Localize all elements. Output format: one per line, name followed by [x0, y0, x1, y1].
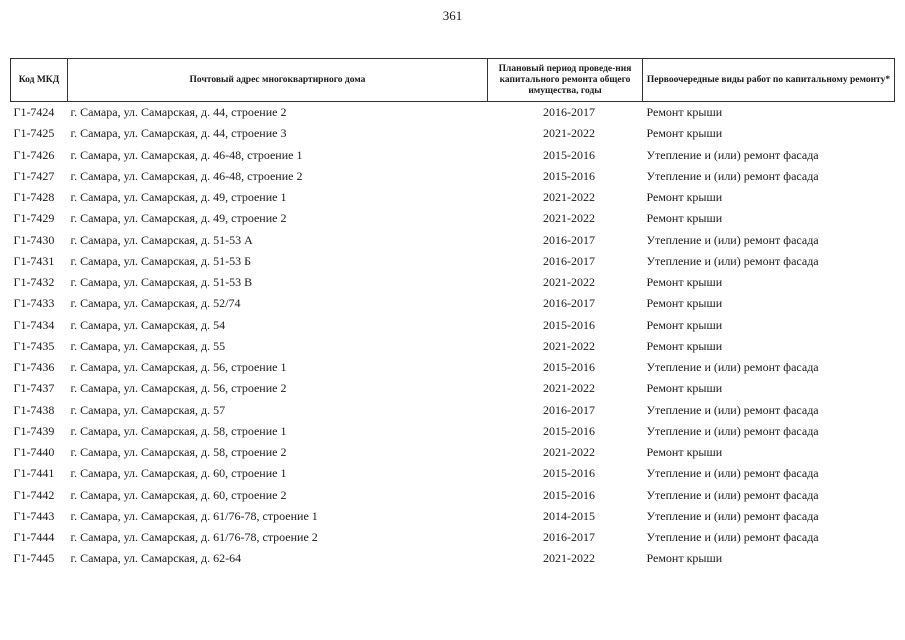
table-row — [11, 400, 895, 421]
header-works: Первоочередные виды работ по капитальному ремонту* — [643, 59, 895, 102]
registry-table — [10, 58, 895, 570]
period-cell: 2015-2016 — [543, 423, 595, 438]
header-address: Почтовый адрес многоквартирного дома — [68, 59, 488, 102]
table-row — [11, 357, 895, 378]
header-period: Плановый период проведе-ния капитального ремонта общего имущества, годы — [488, 59, 643, 102]
mkd-code-cell: Г1-7443 — [13, 508, 55, 523]
table-body — [11, 102, 895, 570]
mkd-code-cell: Г1-7433 — [13, 296, 55, 311]
address-cell: г. Самара, ул. Самарская, д. 60, строение 2 — [70, 487, 287, 502]
address-cell: г. Самара, ул. Самарская, д. 60, строение 1 — [70, 466, 287, 481]
mkd-code-cell: Г1-7434 — [13, 317, 55, 332]
address-cell: г. Самара, ул. Самарская, д. 51-53 В — [70, 275, 253, 290]
period-cell: 2015-2016 — [543, 147, 595, 162]
mkd-code-cell: Г1-7430 — [13, 232, 55, 247]
table-row — [11, 421, 895, 442]
period-cell: 2015-2016 — [543, 466, 595, 481]
works-cell: Утепление и (или) ремонт фасада — [646, 423, 819, 438]
table-row — [11, 187, 895, 208]
mkd-code-cell: Г1-7435 — [13, 338, 55, 353]
table-row — [11, 251, 895, 272]
mkd-code-cell: Г1-7431 — [13, 253, 55, 268]
works-cell: Утепление и (или) ремонт фасада — [646, 360, 819, 375]
works-cell: Ремонт крыши — [646, 445, 723, 460]
works-cell: Утепление и (или) ремонт фасада — [646, 487, 819, 502]
period-cell: 2016-2017 — [543, 530, 595, 545]
works-cell: Ремонт крыши — [646, 126, 723, 141]
mkd-code-cell: Г1-7441 — [13, 466, 55, 481]
period-cell: 2021-2022 — [543, 275, 595, 290]
address-cell: г. Самара, ул. Самарская, д. 61/76-78, строение 1 — [70, 508, 318, 523]
address-cell: г. Самара, ул. Самарская, д. 62-64 — [70, 551, 242, 566]
works-cell: Ремонт крыши — [646, 211, 723, 226]
works-cell: Утепление и (или) ремонт фасада — [646, 466, 819, 481]
mkd-code-cell: Г1-7444 — [13, 530, 55, 545]
works-cell: Ремонт крыши — [646, 296, 723, 311]
period-cell: 2016-2017 — [543, 105, 595, 120]
works-cell: Утепление и (или) ремонт фасада — [646, 168, 819, 183]
address-cell: г. Самара, ул. Самарская, д. 49, строение 1 — [70, 190, 287, 205]
period-cell: 2021-2022 — [543, 211, 595, 226]
table-row — [11, 145, 895, 166]
page-number: 361 — [442, 8, 463, 23]
works-cell: Ремонт крыши — [646, 338, 723, 353]
address-cell: г. Самара, ул. Самарская, д. 49, строение 2 — [70, 211, 287, 226]
period-cell: 2016-2017 — [543, 402, 595, 417]
period-cell: 2021-2022 — [543, 445, 595, 460]
address-cell: г. Самара, ул. Самарская, д. 54 — [70, 317, 226, 332]
address-cell: г. Самара, ул. Самарская, д. 58, строение 1 — [70, 423, 287, 438]
period-cell: 2016-2017 — [543, 232, 595, 247]
mkd-code-cell: Г1-7426 — [13, 147, 55, 162]
address-cell: г. Самара, ул. Самарская, д. 58, строение 2 — [70, 445, 287, 460]
period-cell: 2016-2017 — [543, 253, 595, 268]
table-row — [11, 442, 895, 463]
address-cell: г. Самара, ул. Самарская, д. 44, строение 3 — [70, 126, 287, 141]
table-row — [11, 123, 895, 144]
address-cell: г. Самара, ул. Самарская, д. 46-48, строение 2 — [70, 168, 303, 183]
table-row — [11, 485, 895, 506]
period-cell: 2015-2016 — [543, 360, 595, 375]
address-cell: г. Самара, ул. Самарская, д. 56, строение 2 — [70, 381, 287, 396]
works-cell: Утепление и (или) ремонт фасада — [646, 232, 819, 247]
works-cell: Утепление и (или) ремонт фасада — [646, 530, 819, 545]
works-cell: Ремонт крыши — [646, 381, 723, 396]
address-cell: г. Самара, ул. Самарская, д. 61/76-78, строение 2 — [70, 530, 318, 545]
address-cell: г. Самара, ул. Самарская, д. 51-53 Б — [70, 253, 252, 268]
table-row — [11, 230, 895, 251]
table-row — [11, 463, 895, 484]
table-row — [11, 272, 895, 293]
mkd-code-cell: Г1-7439 — [13, 423, 55, 438]
period-cell: 2016-2017 — [543, 296, 595, 311]
period-cell: 2021-2022 — [543, 190, 595, 205]
address-cell: г. Самара, ул. Самарская, д. 57 — [70, 402, 226, 417]
period-cell: 2021-2022 — [543, 551, 595, 566]
address-cell: г. Самара, ул. Самарская, д. 51-53 А — [70, 232, 253, 247]
mkd-code-cell: Г1-7425 — [13, 126, 55, 141]
table-row — [11, 166, 895, 187]
period-cell: 2015-2016 — [543, 317, 595, 332]
table-row — [11, 315, 895, 336]
period-cell: 2021-2022 — [543, 338, 595, 353]
mkd-code-cell: Г1-7427 — [13, 168, 55, 183]
mkd-code-cell: Г1-7432 — [13, 275, 55, 290]
table-row — [11, 548, 895, 569]
works-cell: Ремонт крыши — [646, 275, 723, 290]
address-cell: г. Самара, ул. Самарская, д. 46-48, строение 1 — [70, 147, 303, 162]
works-cell: Ремонт крыши — [646, 551, 723, 566]
table-row — [11, 293, 895, 314]
table-row — [11, 336, 895, 357]
mkd-code-cell: Г1-7445 — [13, 551, 55, 566]
mkd-code-cell: Г1-7428 — [13, 190, 55, 205]
address-cell: г. Самара, ул. Самарская, д. 52/74 — [70, 296, 241, 311]
table-row — [11, 102, 895, 124]
mkd-code-cell: Г1-7429 — [13, 211, 55, 226]
works-cell: Утепление и (или) ремонт фасада — [646, 147, 819, 162]
period-cell: 2015-2016 — [543, 168, 595, 183]
works-cell: Ремонт крыши — [646, 317, 723, 332]
address-cell: г. Самара, ул. Самарская, д. 55 — [70, 338, 226, 353]
works-cell: Утепление и (или) ремонт фасада — [646, 508, 819, 523]
mkd-code-cell: Г1-7440 — [13, 445, 55, 460]
period-cell: 2021-2022 — [543, 381, 595, 396]
mkd-code-cell: Г1-7442 — [13, 487, 55, 502]
table-row — [11, 208, 895, 229]
header-row — [11, 59, 895, 102]
table-row — [11, 378, 895, 399]
mkd-code-cell: Г1-7436 — [13, 360, 55, 375]
works-cell: Утепление и (или) ремонт фасада — [646, 402, 819, 417]
address-cell: г. Самара, ул. Самарская, д. 56, строение 1 — [70, 360, 287, 375]
period-cell: 2021-2022 — [543, 126, 595, 141]
works-cell: Ремонт крыши — [646, 105, 723, 120]
period-cell: 2014-2015 — [543, 508, 595, 523]
works-cell: Утепление и (или) ремонт фасада — [646, 253, 819, 268]
table-header — [11, 59, 895, 102]
works-cell: Ремонт крыши — [646, 190, 723, 205]
mkd-code-cell: Г1-7437 — [13, 381, 55, 396]
mkd-code-cell: Г1-7438 — [13, 402, 55, 417]
table-row — [11, 506, 895, 527]
address-cell: г. Самара, ул. Самарская, д. 44, строение 2 — [70, 105, 287, 120]
mkd-code-cell: Г1-7424 — [13, 105, 55, 120]
table-row — [11, 527, 895, 548]
period-cell: 2015-2016 — [543, 487, 595, 502]
header-code: Код МКД — [11, 59, 68, 102]
